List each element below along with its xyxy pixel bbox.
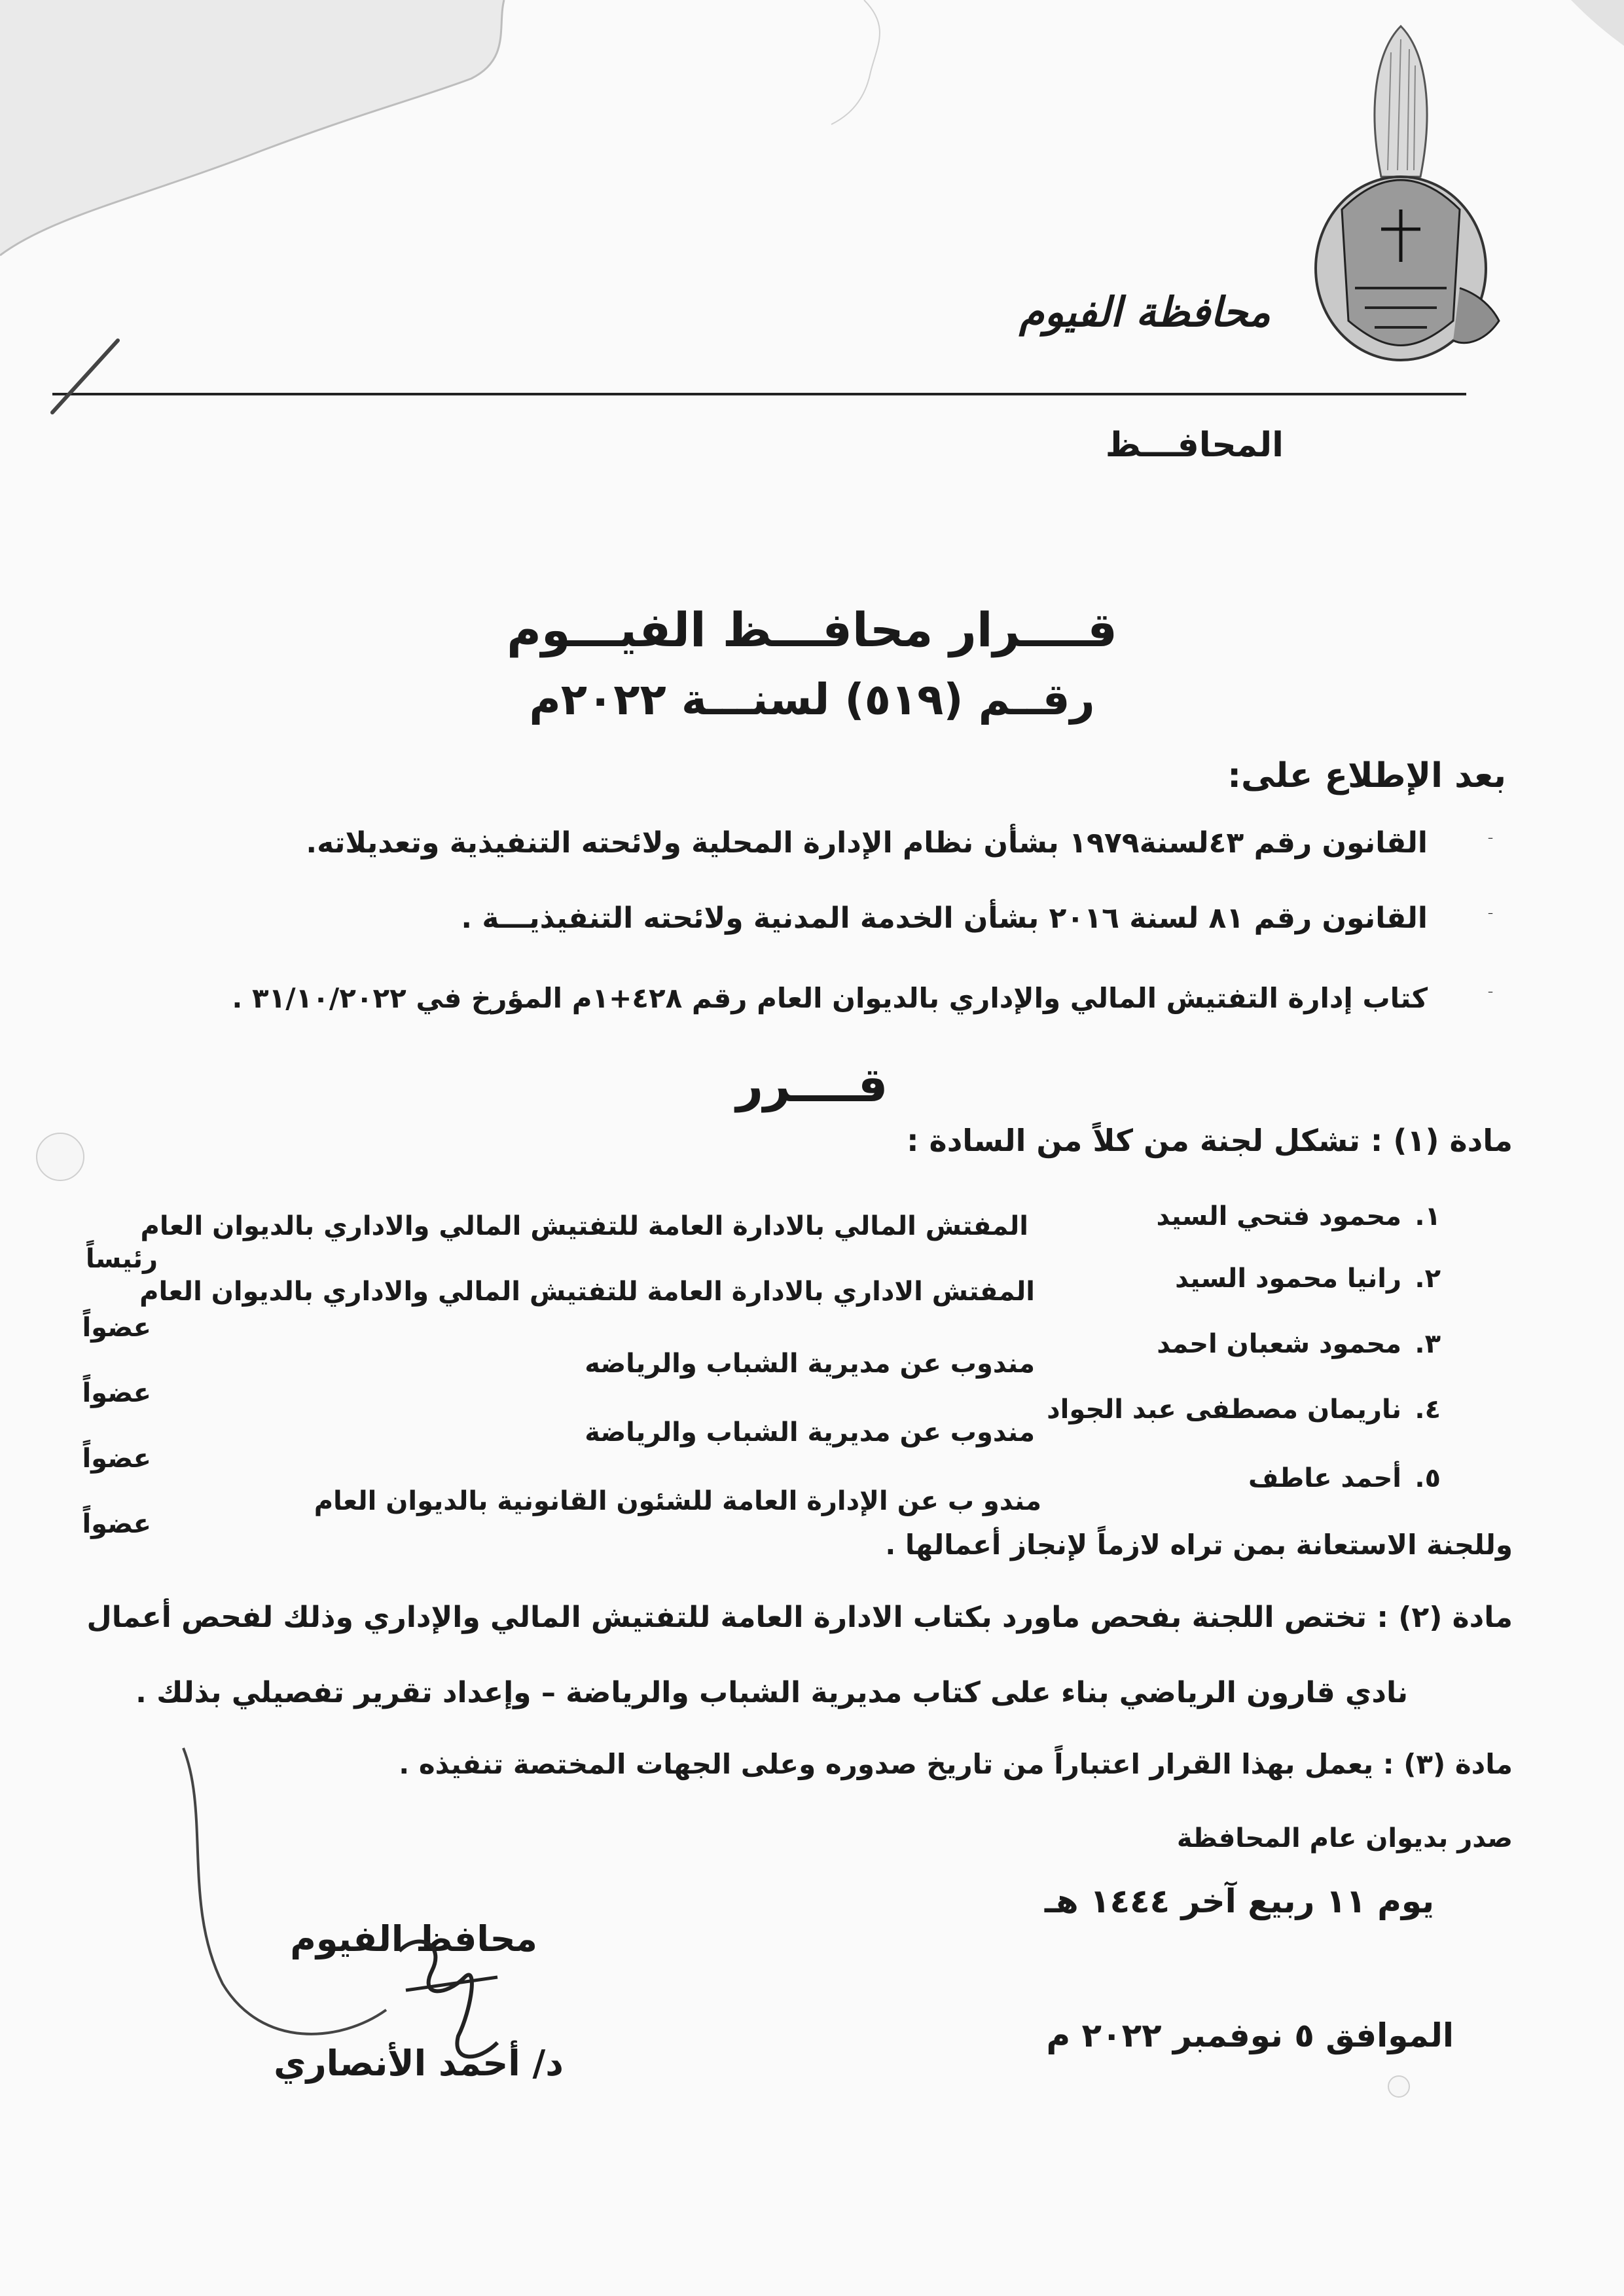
member-position: مندو ب عن الإدارة العامة للشئون القانونية بالديوان العام bbox=[314, 1486, 1041, 1516]
member-position: مندوب عن مديرية الشباب والرياضة bbox=[585, 1417, 1035, 1448]
member-name: محمود شعبان احمد bbox=[1157, 1329, 1401, 1359]
member-position: مندوب عن مديرية الشباب والرياضه bbox=[585, 1349, 1035, 1379]
header-rule bbox=[52, 393, 1466, 395]
pen-mark bbox=[39, 327, 131, 426]
date-hijri: يوم ١١ ربيع آخر ١٤٤٤ هـ bbox=[1044, 1882, 1434, 1920]
member-number: ٥. bbox=[1415, 1463, 1441, 1493]
article1-footer: وللجنة الاستعانة بمن تراه لازماً لإنجاز أعمالها . bbox=[885, 1529, 1513, 1561]
issued-line: صدر بديوان عام المحافظة bbox=[1176, 1823, 1513, 1853]
preamble-item-1: القانون رقم ٤٣لسنة١٩٧٩ بشأن نظام الإدارة المحلية ولائحته التنفيذية وتعديلاته. bbox=[306, 826, 1428, 860]
header-office: المحافـــظ bbox=[1105, 426, 1284, 465]
member-number: ٢. bbox=[1415, 1264, 1441, 1294]
date-gregorian: الموافق ٥ نوفمبر ٢٠٢٢ م bbox=[1046, 2016, 1454, 2054]
member-number: ٤. bbox=[1415, 1394, 1441, 1425]
member-role: عضواً bbox=[82, 1313, 151, 1343]
preamble-item-2: القانون رقم ٨١ لسنة ٢٠١٦ بشأن الخدمة المدنية ولائحته التنفيذيـــة . bbox=[461, 902, 1428, 935]
preamble-heading: بعد الإطلاع على: bbox=[1227, 756, 1506, 795]
member-name: رانيا محمود السيد bbox=[1175, 1264, 1401, 1294]
signatory-title: محافظ الفيوم bbox=[290, 1918, 537, 1959]
member-name: ناريمان مصطفى عبد الجواد bbox=[1047, 1394, 1401, 1425]
preamble-dash-1: – bbox=[1488, 831, 1493, 844]
article2-line2: نادي قارون الرياضي بناء على كتاب مديرية الشباب والرياضة – وإعداد تقرير تفصيلي بذلك . bbox=[135, 1676, 1408, 1709]
handwritten-signature bbox=[170, 1735, 641, 2075]
article1-heading: مادة (١) : تشكل لجنة من كلاً من السادة : bbox=[907, 1123, 1513, 1158]
governorate-seal-logo bbox=[1303, 13, 1512, 380]
member-position: المفتش الاداري بالادارة العامة للتفتيش المالي والاداري بالديوان العام bbox=[139, 1277, 1035, 1307]
member-role: رئيساً bbox=[85, 1244, 158, 1274]
member-position: المفتش المالي بالادارة العامة للتفتيش المالي والاداري بالديوان العام bbox=[140, 1211, 1028, 1241]
preamble-dash-2: – bbox=[1488, 907, 1493, 919]
punch-hole bbox=[1388, 2075, 1410, 2098]
member-name: محمود فتحي السيد bbox=[1156, 1201, 1401, 1231]
header-governorate: محافظة الفيوم bbox=[1019, 288, 1271, 336]
member-name: أحمد عاطف bbox=[1248, 1463, 1401, 1493]
article3-line1: مادة (٣) : يعمل بهذا القرار اعتباراً من تاريخ صدوره وعلى الجهات المختصة تنفيذه . bbox=[399, 1748, 1513, 1780]
member-number: ١. bbox=[1415, 1201, 1441, 1231]
member-role: عضواً bbox=[82, 1444, 151, 1474]
preamble-item-3: كتاب إدارة التفتيش المالي والإداري بالديوان العام رقم ٤٢٨+١م المؤرخ في ٣١/١٠/٢٠٢٢ . bbox=[232, 982, 1428, 1014]
decision-word: قــــرر bbox=[736, 1057, 888, 1112]
member-role: عضواً bbox=[82, 1378, 151, 1408]
decree-title: قــــرار محافـــظ الفيـــوم bbox=[507, 602, 1117, 657]
member-number: ٣. bbox=[1415, 1329, 1441, 1359]
decree-number: رقــم (٥١٩) لسنـــة ٢٠٢٢م bbox=[529, 674, 1095, 725]
member-role: عضواً bbox=[82, 1509, 151, 1539]
punch-hole bbox=[36, 1133, 84, 1181]
preamble-dash-3: – bbox=[1488, 985, 1493, 998]
article2-line1: مادة (٢) : تختص اللجنة بفحص ماورد بكتاب الادارة العامة للتفتيش المالي والإداري وذلك لفحص أعمال bbox=[86, 1601, 1513, 1634]
signatory-name: د/ أحمد الأنصاري bbox=[274, 2043, 564, 2084]
